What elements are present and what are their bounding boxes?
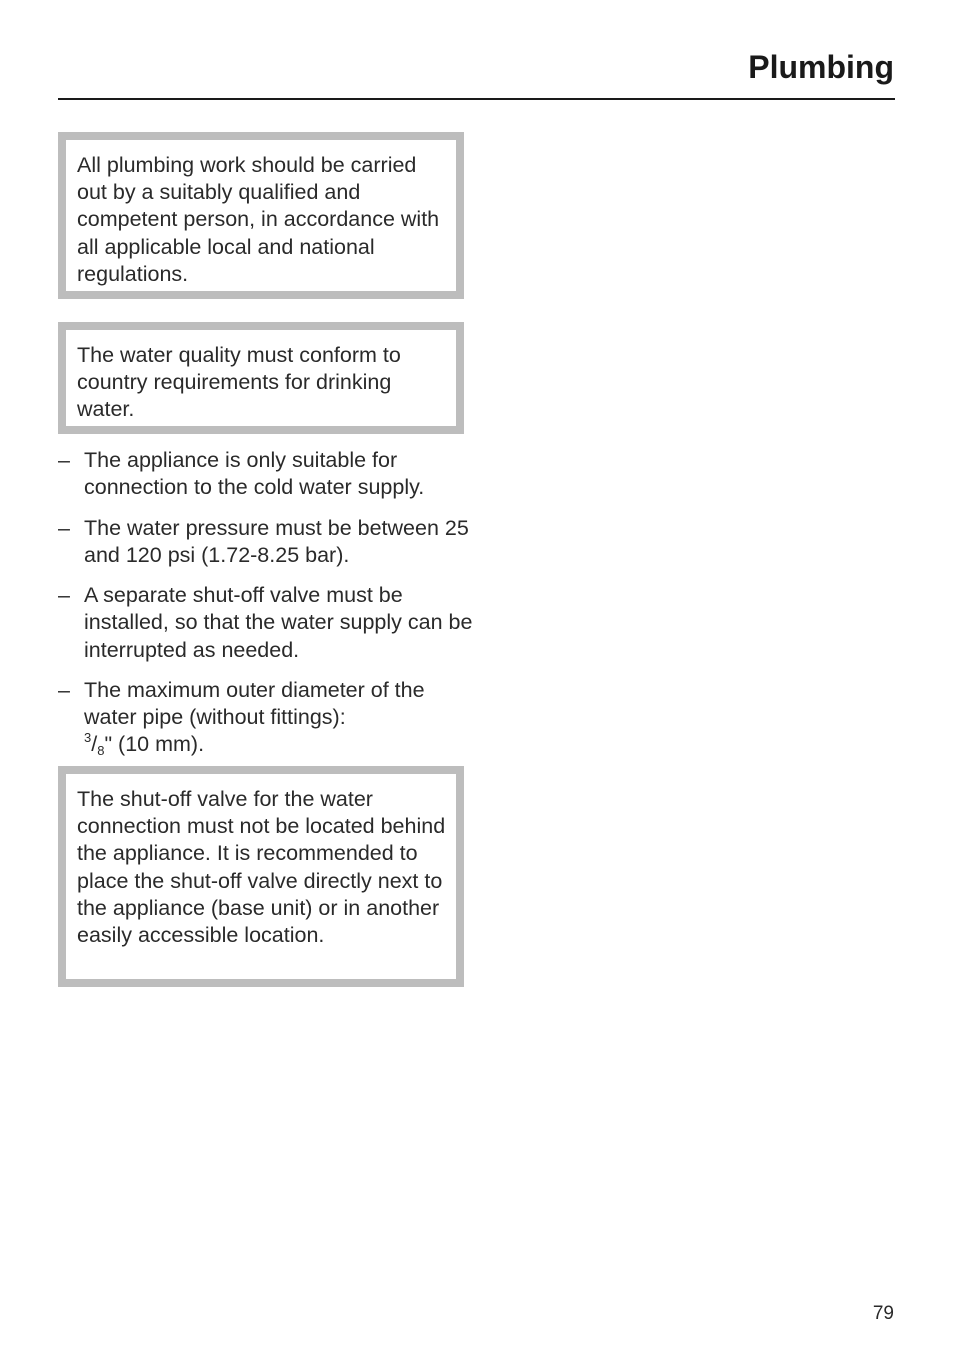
list-item (58, 677, 478, 759)
list-item-text: The appliance is only suitable for connection to the cold water supply. (84, 448, 425, 500)
list-item (58, 515, 478, 569)
dash-marker: – (58, 583, 70, 608)
fraction-separator: / (91, 732, 98, 757)
list-item-text: The maximum outer diameter of the water pipe (without fittings): (84, 677, 425, 730)
list-item-text: The water pressure must be between 25 and 120 psi (1.72-8.25 bar). (84, 515, 469, 567)
list-item (58, 582, 478, 664)
dash-marker: – (58, 677, 70, 702)
fraction-numerator: 3 (84, 730, 92, 746)
list-item (58, 447, 478, 501)
page-title: Plumbing (748, 49, 894, 85)
note-box-water-quality (58, 322, 464, 434)
list-item-text: A separate shut-off valve must be installed, so that the water supply can be interrupted as needed. (84, 583, 473, 662)
requirements-list (58, 447, 478, 772)
fraction-denominator: 8 (97, 743, 105, 759)
note-box-qualified-person (58, 132, 464, 299)
dash-marker: – (58, 448, 70, 472)
page-number: 79 (872, 1303, 894, 1324)
note-text: The water quality must conform to country requirements for drinking water. (77, 343, 401, 422)
note-box-shutoff-valve (58, 766, 464, 987)
dash-marker: – (58, 515, 70, 540)
diameter-value: " (10 mm). (104, 732, 205, 757)
note-text: All plumbing work should be carried out by a suitably qualified and competent person, in accordance with all applicable local and national regulations. (77, 153, 440, 286)
header-divider (58, 98, 895, 100)
note-text: The shut-off valve for the water connection must not be located behind the appliance. It is recommended to place the shut-off valve directly next to the appliance (base unit) or in another easily accessible location. (77, 787, 446, 948)
